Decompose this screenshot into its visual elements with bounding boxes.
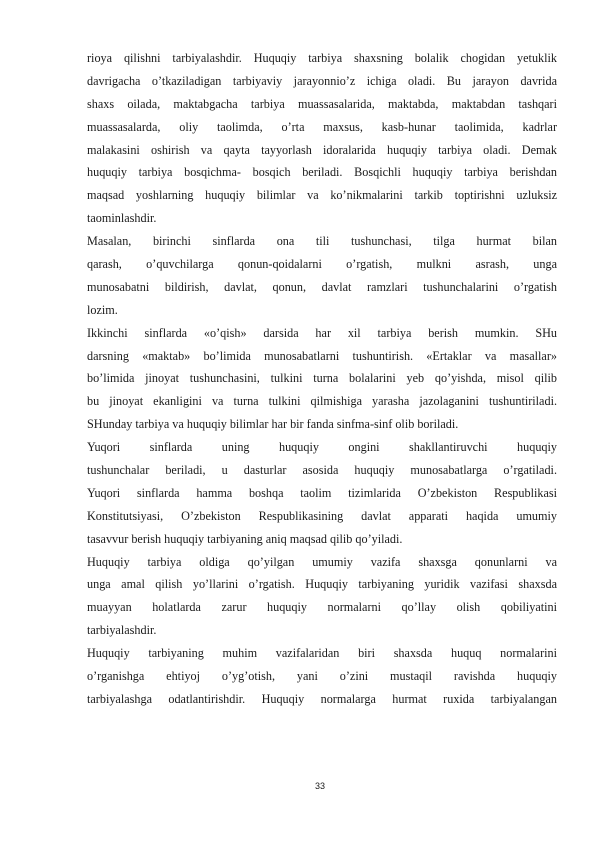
text-line: tarbiyalashdir. xyxy=(87,623,157,638)
text-line: tushunchalar beriladi, u dasturlar asosida huquqiy munosabatlarga o’rgatiladi. xyxy=(87,463,557,478)
text-line: unga amal qilish yo’llarini o’rgatish. Huquqiy tarbiyaning yuridik vazifasi shaxsda xyxy=(87,577,557,592)
text-line: bu jinoyat ekanligini va turna tulkini qilmishiga yarasha jazolaganini tushuntiriladi. xyxy=(87,394,557,409)
text-line: taominlashdir. xyxy=(87,211,157,226)
text-line: qarash, o’quvchilarga qonun-qoidalarni o’rgatish, mulkni asrash, unga xyxy=(87,257,557,272)
text-line: shaxs oilada, maktabgacha tarbiya muassasalarida, maktabda, maktabdan tashqari xyxy=(87,96,557,111)
text-line: o’rganishga ehtiyoj o’yg’otish, yani o’zini mustaqil ravishda huquqiy xyxy=(87,669,557,684)
text-line: malakasini oshirish va qayta tayyorlash idoralarida huquqiy tarbiya oladi. Demak xyxy=(87,142,557,157)
text-line: Yuqori sinflarda hamma boshqa taolim tizimlarida O’zbekiston Respublikasi xyxy=(87,485,557,500)
text-line: SHunday tarbiya va huquqiy bilimlar har bir fanda sinfma-sinf olib boriladi. xyxy=(87,417,459,432)
text-line: huquqiy tarbiya bosqichma- bosqich beriladi. Bosqichli huquqiy tarbiya berishdan xyxy=(87,165,557,180)
text-line: muassasalarda, oliy taolimda, o’rta maxsus, kasb-hunar taolimida, kadrlar xyxy=(87,119,557,134)
text-line: bo’limida jinoyat tushunchasini, tulkini turna bolalarini yeb qo’yishda, misol qilib xyxy=(87,371,557,386)
document-body xyxy=(87,47,557,711)
text-line: tasavvur berish huquqiy tarbiyaning aniq maqsad qilib qo’yiladi. xyxy=(87,531,403,546)
text-line: maqsad yoshlarning huquqiy bilimlar va ko’nikmalarini tarkib toptirishni uzluksiz xyxy=(87,188,557,203)
page-number: 33 xyxy=(314,781,325,791)
text-line: Masalan, birinchi sinflarda ona tili tushunchasi, tilga hurmat bilan xyxy=(87,234,557,249)
text-line: tarbiyalashga odatlantirishdir. Huquqiy normalarga hurmat ruxida tarbiyalangan xyxy=(87,691,557,706)
text-line: Huquqiy tarbiyaning muhim vazifalaridan biri shaxsda huquq normalarini xyxy=(87,646,557,661)
text-line: Konstitutsiyasi, O’zbekiston Respublikasining davlat apparati haqida umumiy xyxy=(87,508,557,523)
text-line: lozim. xyxy=(87,302,118,317)
text-line: davrigacha o’tkaziladigan tarbiyaviy jarayonnio’z ichiga oladi. Bu jarayon davrida xyxy=(87,73,557,88)
text-line: munosabatni bildirish, davlat, qonun, davlat ramzlari tushunchalarini o’rgatish xyxy=(87,279,557,294)
text-line: Ikkinchi sinflarda «o’qish» darsida har xil tarbiya berish mumkin. SHu xyxy=(87,325,557,340)
text-line: Yuqori sinflarda uning huquqiy ongini shakllantiruvchi huquqiy xyxy=(87,440,557,455)
text-line: darsning «maktab» bo’limida munosabatlarni tushuntirish. «Ertaklar va masallar» xyxy=(87,348,557,363)
text-line: muayyan holatlarda zarur huquqiy normalarni qo’llay olish qobiliyatini xyxy=(87,600,557,615)
text-line: Huquqiy tarbiya oldiga qo’yilgan umumiy vazifa shaxsga qonunlarni va xyxy=(87,554,557,569)
text-line: rioya qilishni tarbiyalashdir. Huquqiy tarbiya shaxsning bolalik chogidan yetuklik xyxy=(87,51,557,65)
